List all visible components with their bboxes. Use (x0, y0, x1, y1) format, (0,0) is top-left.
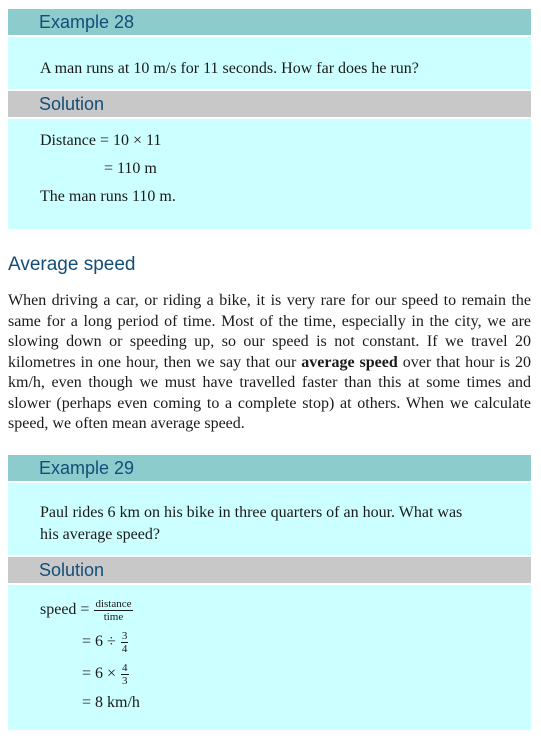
example-28-line-1: Distance = 10 × 11 (40, 132, 162, 149)
fraction-denominator: 3 (122, 674, 128, 687)
example-28-solution-box (8, 119, 531, 229)
example-28-line-2: = 110 m (104, 160, 157, 177)
example-28-header (8, 9, 531, 35)
fraction-denominator: 4 (121, 642, 128, 655)
section-paragraph (8, 291, 531, 435)
example-29-solution-label: Solution (39, 560, 105, 580)
speed-label: speed = (40, 601, 90, 618)
example-29-line-1 (40, 595, 134, 625)
example-29-line-4: = 8 km/h (82, 694, 140, 711)
fraction-numerator: 3 (121, 629, 128, 642)
section-heading: Average speed (8, 254, 136, 275)
example-28-solution-header (8, 91, 531, 117)
example-28-question: A man runs at 10 m/s for 11 seconds. How far does he run? (40, 60, 419, 77)
example-29-question-line-2: his average speed? (40, 526, 160, 543)
example-29-header (8, 455, 531, 481)
three-quarters-fraction (121, 630, 129, 655)
example-28-solution-label: Solution (39, 94, 105, 114)
fraction-numerator: 4 (122, 661, 128, 674)
example-29-question-line-1: Paul rides 6 km on his bike in three quarters of an hour. What was (40, 504, 463, 521)
multiply-expression: = 6 × (82, 665, 117, 682)
example-29-title: Example 29 (39, 458, 135, 478)
fraction-numerator: distance (95, 597, 132, 610)
example-28-title: Example 28 (39, 12, 135, 32)
four-thirds-fraction (121, 662, 129, 687)
fraction-denominator: time (103, 610, 124, 623)
example-28-question-box (8, 37, 531, 89)
paragraph-bold-term: average speed (301, 353, 398, 371)
distance-over-time-fraction (94, 598, 132, 623)
example-29-line-3 (82, 659, 130, 689)
example-28-conclusion: The man runs 110 m. (40, 188, 176, 205)
paragraph-text-a: When driving a car, or riding a bike, it is very rare for our speed to remain the same for a long period of time. Most of the time, especially in the city, we are slowing down or speeding up, so our speed is not constant. If we travel 20 kilometres in one hour, then we say that our (8, 292, 531, 371)
example-29-question-box (8, 483, 531, 555)
example-29-solution-box (8, 585, 531, 730)
paragraph-text-b: over that hour is 20 km/h, even though we must have travelled faster than this at some times and slower (perhaps even coming to a complete stop) at others. When we calculate speed, we often mean average speed. (8, 353, 532, 432)
example-29-solution-header (8, 557, 531, 583)
example-29-line-2 (82, 627, 129, 657)
divide-expression: = 6 ÷ (82, 633, 116, 650)
